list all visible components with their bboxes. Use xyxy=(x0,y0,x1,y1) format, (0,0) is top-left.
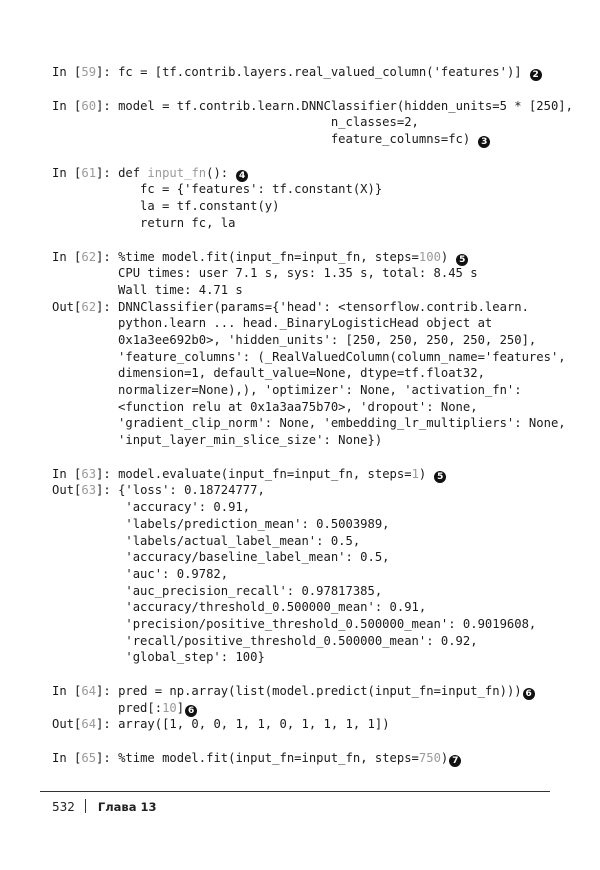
code-listing xyxy=(52,64,572,784)
page-footer xyxy=(52,799,156,814)
code-text: fc = [tf.contrib.layers.real_valued_column('features')] xyxy=(118,65,522,79)
prompt-label: In [ xyxy=(52,466,82,481)
code-text: python.learn ... head._BinaryLogisticHead object at xyxy=(52,316,493,331)
notebook-cell xyxy=(52,64,572,81)
code-text: ) xyxy=(440,751,449,766)
notebook-cell xyxy=(52,466,572,666)
code-text: n_classes=2, xyxy=(52,115,419,130)
code-text: 'auc': 0.9782, xyxy=(52,566,229,581)
notebook-cell xyxy=(52,750,572,767)
code-text: pred[: xyxy=(52,700,163,715)
callout-marker: 2 xyxy=(530,69,542,81)
code-line xyxy=(52,616,572,633)
code-text: ] xyxy=(176,700,185,715)
code-line xyxy=(52,683,572,700)
callout-marker: 5 xyxy=(456,254,468,266)
prompt-label: In [ xyxy=(52,65,82,79)
code-line xyxy=(52,566,572,583)
notebook-cell xyxy=(52,249,572,449)
prompt-label: In [ xyxy=(52,751,82,766)
code-text: array([1, 0, 0, 1, 1, 0, 1, 1, 1, 1]) xyxy=(118,717,390,732)
code-line xyxy=(52,583,572,600)
code-text: {'loss': 0.18724777, xyxy=(118,483,265,498)
prompt-label: Out[ xyxy=(52,717,82,732)
code-line xyxy=(52,215,572,232)
callout-marker: 7 xyxy=(449,755,461,767)
code-line xyxy=(52,700,572,717)
code-line xyxy=(52,349,572,366)
code-literal: 100 xyxy=(418,249,441,264)
code-line xyxy=(52,399,572,416)
code-line xyxy=(52,649,572,666)
code-line xyxy=(52,415,572,432)
chapter-title: Глава 13 xyxy=(97,800,157,814)
prompt-label: ]: xyxy=(96,165,119,180)
code-line xyxy=(52,64,572,81)
code-text: 'input_layer_min_slice_size': None}) xyxy=(52,433,383,448)
code-line xyxy=(52,750,572,767)
prompt-number: 61 xyxy=(81,165,97,180)
prompt-label: ]: xyxy=(96,249,119,264)
code-text: la = tf.constant(y) xyxy=(52,199,280,214)
prompt-number: 59 xyxy=(81,65,97,79)
code-literal: 10 xyxy=(162,700,177,715)
code-text: <function relu at 0x1a3aa75b70>, 'dropout': None, xyxy=(52,399,478,414)
code-text: normalizer=None),), 'optimizer': None, 'activation_fn': xyxy=(52,383,522,397)
code-text: 'gradient_clip_norm': None, 'embedding_lr_multipliers': None, xyxy=(52,416,566,431)
code-text: 'accuracy/threshold_0.500000_mean': 0.91, xyxy=(52,600,427,615)
code-text: (): xyxy=(206,165,229,180)
code-line xyxy=(52,299,572,316)
code-literal: input_fn xyxy=(147,165,207,180)
prompt-label: In [ xyxy=(52,684,82,698)
prompt-number: 63 xyxy=(81,483,97,498)
prompt-label: ]: xyxy=(96,65,119,79)
code-text: 'global_step': 100} xyxy=(52,650,265,665)
code-text: Wall time: 4.71 s xyxy=(52,282,243,297)
code-text: DNNClassifier(params={'head': <tensorflow.contrib.learn. xyxy=(118,299,529,314)
code-text: CPU times: user 7.1 s, sys: 1.35 s, total: 8.45 s xyxy=(52,266,478,281)
prompt-label: ]: xyxy=(96,466,119,481)
code-text: return fc, la xyxy=(52,215,236,230)
code-line xyxy=(52,382,572,399)
prompt-label: In [ xyxy=(52,165,82,180)
code-line xyxy=(52,98,572,115)
callout-marker: 4 xyxy=(236,170,248,182)
code-line xyxy=(52,716,572,733)
callout-marker: 6 xyxy=(523,688,535,700)
code-line xyxy=(52,181,572,198)
code-line xyxy=(52,499,572,516)
code-line xyxy=(52,165,572,182)
code-line xyxy=(52,332,572,349)
prompt-label: ]: xyxy=(96,299,119,314)
footer-rule xyxy=(40,791,550,792)
callout-marker: 6 xyxy=(185,705,197,717)
code-line xyxy=(52,249,572,266)
code-line xyxy=(52,549,572,566)
code-line xyxy=(52,533,572,550)
prompt-label: In [ xyxy=(52,98,82,113)
code-text: %time model.fit(input_fn=input_fn, steps= xyxy=(118,249,419,264)
prompt-number: 60 xyxy=(81,98,97,113)
notebook-cell xyxy=(52,165,572,232)
page-number: 532 xyxy=(52,800,75,814)
code-line xyxy=(52,114,572,131)
code-line xyxy=(52,265,572,282)
code-line xyxy=(52,599,572,616)
code-text: 0x1a3ee692b0>, 'hidden_units': [250, 250, 250, 250, 250], xyxy=(52,332,537,347)
prompt-label: ]: xyxy=(96,483,119,498)
code-text: 'labels/actual_label_mean': 0.5, xyxy=(52,533,361,548)
notebook-cell xyxy=(52,98,572,148)
code-text: pred = np.array(list(model.predict(input_fn=input_fn))) xyxy=(118,684,522,698)
prompt-label: ]: xyxy=(96,98,119,113)
prompt-label: Out[ xyxy=(52,299,82,314)
code-text: model = tf.contrib.learn.DNNClassifier(hidden_units=5 * [250], xyxy=(118,98,573,113)
code-literal: 750 xyxy=(418,751,441,766)
code-text: ) xyxy=(418,466,427,481)
code-line xyxy=(52,198,572,215)
callout-marker: 3 xyxy=(478,136,490,148)
prompt-number: 65 xyxy=(81,751,97,766)
code-line xyxy=(52,282,572,299)
code-text: 'auc_precision_recall': 0.97817385, xyxy=(52,583,383,598)
prompt-number: 62 xyxy=(81,249,97,264)
code-text: 'feature_columns': (_RealValuedColumn(column_name='features', xyxy=(52,349,566,364)
footer-separator xyxy=(85,799,86,813)
notebook-cell xyxy=(52,683,572,733)
code-text: def xyxy=(118,165,148,180)
code-line xyxy=(52,482,572,499)
code-line xyxy=(52,365,572,382)
code-line xyxy=(52,131,572,148)
prompt-number: 64 xyxy=(81,684,97,698)
code-text: 'accuracy': 0.91, xyxy=(52,500,251,515)
prompt-label: ]: xyxy=(96,717,119,732)
prompt-label: Out[ xyxy=(52,483,82,498)
code-text: feature_columns=fc) xyxy=(52,132,471,147)
code-text: 'recall/positive_threshold_0.500000_mean': 0.92, xyxy=(52,633,478,648)
code-text: model.evaluate(input_fn=input_fn, steps= xyxy=(118,466,412,481)
code-literal: 1 xyxy=(411,466,419,481)
prompt-number: 64 xyxy=(81,717,97,732)
code-text: 'precision/positive_threshold_0.500000_mean': 0.9019608, xyxy=(52,616,537,631)
code-line xyxy=(52,516,572,533)
code-text: ) xyxy=(440,249,449,264)
code-text: dimension=1, default_value=None, dtype=tf.float32, xyxy=(52,366,485,381)
prompt-number: 62 xyxy=(81,299,97,314)
code-line xyxy=(52,315,572,332)
prompt-label: ]: xyxy=(96,684,119,698)
code-line xyxy=(52,466,572,483)
prompt-label: ]: xyxy=(96,751,119,766)
prompt-label: In [ xyxy=(52,249,82,264)
code-text: %time model.fit(input_fn=input_fn, steps= xyxy=(118,751,419,766)
code-line xyxy=(52,432,572,449)
code-text: 'accuracy/baseline_label_mean': 0.5, xyxy=(52,550,390,565)
prompt-number: 63 xyxy=(81,466,97,481)
code-text: 'labels/prediction_mean': 0.5003989, xyxy=(52,516,390,531)
callout-marker: 5 xyxy=(434,471,446,483)
code-line xyxy=(52,633,572,650)
code-text: fc = {'features': tf.constant(X)} xyxy=(52,182,383,197)
